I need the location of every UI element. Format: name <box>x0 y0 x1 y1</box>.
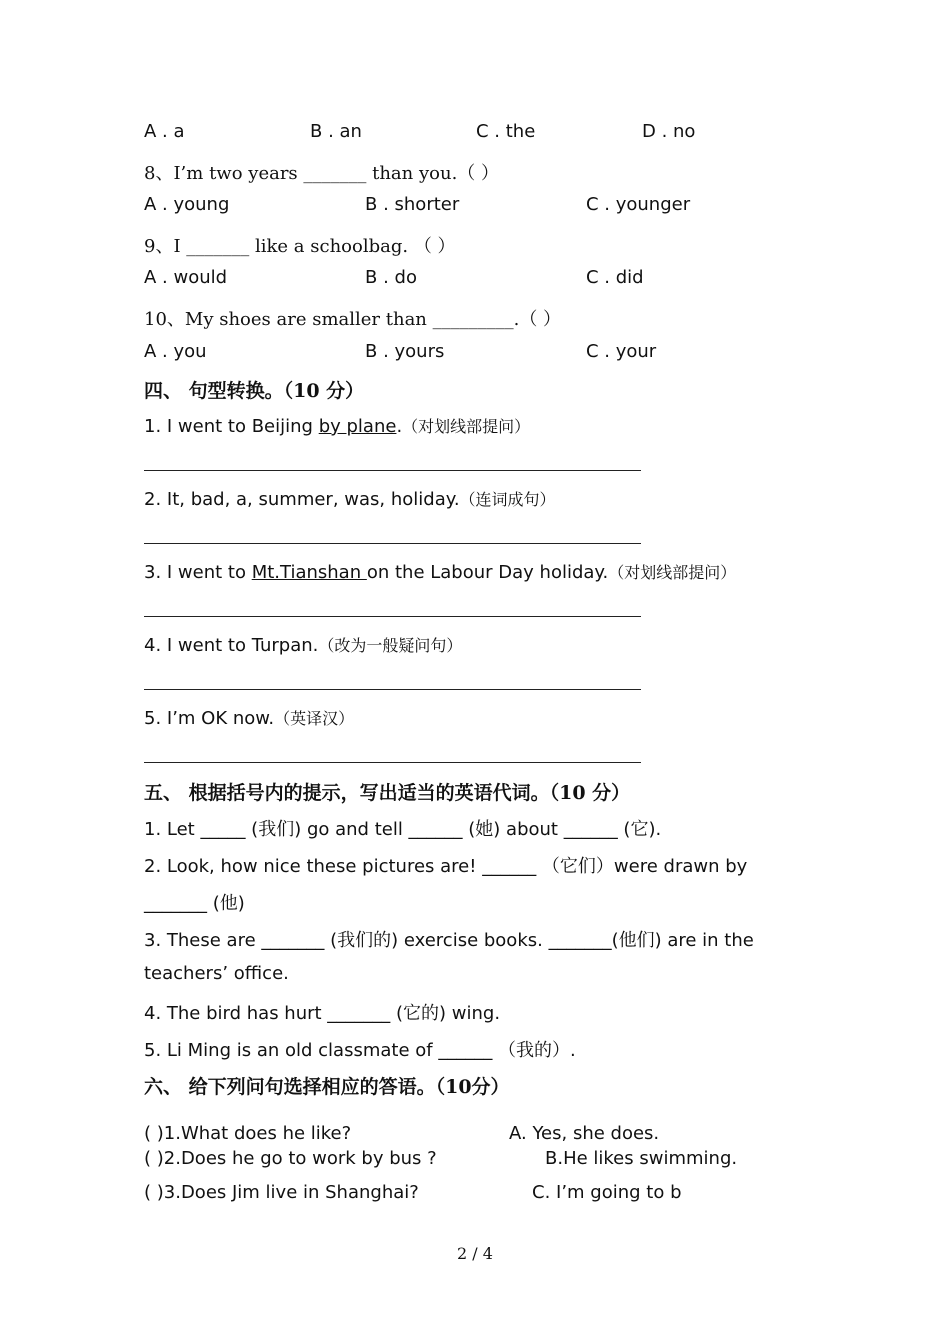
s4-item-5-text: 5. I’m OK now. <box>144 708 275 729</box>
answer-line <box>144 543 641 544</box>
q10-option-c: C . your <box>586 341 657 362</box>
q9-option-a: A . would <box>144 267 228 288</box>
s4-item-1-text: 1. I went to Beijing <box>144 416 319 437</box>
q7-option-c: C . the <box>476 121 536 142</box>
s4-item-4-note: （改为一般疑问句） <box>318 636 463 655</box>
section5-title: 五、 根据括号内的提示，写出适当的英语代词。（10 分） <box>144 782 631 804</box>
answer-line <box>144 616 641 617</box>
q9-stem: 9、I _______ like a schoolbag. （ ） <box>144 236 456 257</box>
s5-line-5: teachers’ office. <box>144 963 289 984</box>
s4-item-2-note: （连词成句） <box>459 490 556 509</box>
answer-line <box>144 470 641 471</box>
s4-item-3-text: 3. I went to <box>144 562 252 583</box>
s4-item-2-text: 2. It, bad, a, summer, was, holiday. <box>144 489 460 510</box>
s4-item-3-note: （对划线部提问） <box>608 563 737 582</box>
answer-line <box>144 689 641 690</box>
s5-line-2: 2. Look, how nice these pictures are! ______ （它们）were drawn by <box>144 856 748 877</box>
s4-item-1-underlined: by plane <box>318 416 397 437</box>
q10-option-b: B . yours <box>365 341 445 362</box>
s5-line-3: _______ (他) <box>144 893 245 914</box>
s6-question-1: ( )1.What does he like? <box>144 1123 352 1144</box>
q10-stem: 10、My shoes are smaller than _________.（ ） <box>144 309 562 330</box>
s4-item-3-underlined: Mt.Tianshan <box>251 562 367 583</box>
s6-answer-b: B.He likes swimming. <box>545 1148 738 1169</box>
s4-item-5-note: （英译汉） <box>274 709 355 728</box>
q10-option-a: A . you <box>144 341 207 362</box>
s6-question-3: ( )3.Does Jim live in Shanghai? <box>144 1182 419 1203</box>
q7-option-a: A . a <box>144 121 185 142</box>
s4-item-1 <box>144 414 530 437</box>
s4-item-3 <box>144 560 736 583</box>
q8-stem: 8、I’m two years _______ than you.（ ） <box>144 163 500 184</box>
q7-option-d: D . no <box>642 121 696 142</box>
s6-answer-c: C. I’m going to b <box>532 1182 682 1203</box>
s4-item-4-text: 4. I went to Turpan. <box>144 635 319 656</box>
section6-title: 六、 给下列问句选择相应的答语。（10分） <box>144 1076 510 1098</box>
q8-option-b: B . shorter <box>365 194 460 215</box>
q8-option-a: A . young <box>144 194 230 215</box>
s6-question-2: ( )2.Does he go to work by bus ? <box>144 1148 437 1169</box>
s4-item-4 <box>144 633 462 656</box>
page-number: 2 / 4 <box>457 1244 493 1263</box>
s5-line-7: 5. Li Ming is an old classmate of ______ （我的）. <box>144 1040 576 1061</box>
s4-item-1-post: . <box>396 416 403 437</box>
q7-option-b: B . an <box>310 121 362 142</box>
s5-line-6: 4. The bird has hurt _______ (它的) wing. <box>144 1003 501 1024</box>
q9-option-b: B . do <box>365 267 417 288</box>
s4-item-5 <box>144 706 354 729</box>
section4-title: 四、 句型转换。（10 分） <box>144 380 365 402</box>
s4-item-1-note: （对划线部提问） <box>402 417 531 436</box>
s4-item-3-post: on the Labour Day holiday. <box>366 562 609 583</box>
q8-option-c: C . younger <box>586 194 691 215</box>
s5-line-4: 3. These are _______ (我们的) exercise books. _______(他们) are in the <box>144 930 754 951</box>
q9-option-c: C . did <box>586 267 644 288</box>
s6-answer-a: A. Yes, she does. <box>509 1123 660 1144</box>
answer-line <box>144 762 641 763</box>
s5-line-1: 1. Let _____ (我们) go and tell ______ (她) about ______ (它). <box>144 819 662 840</box>
s4-item-2 <box>144 487 556 510</box>
